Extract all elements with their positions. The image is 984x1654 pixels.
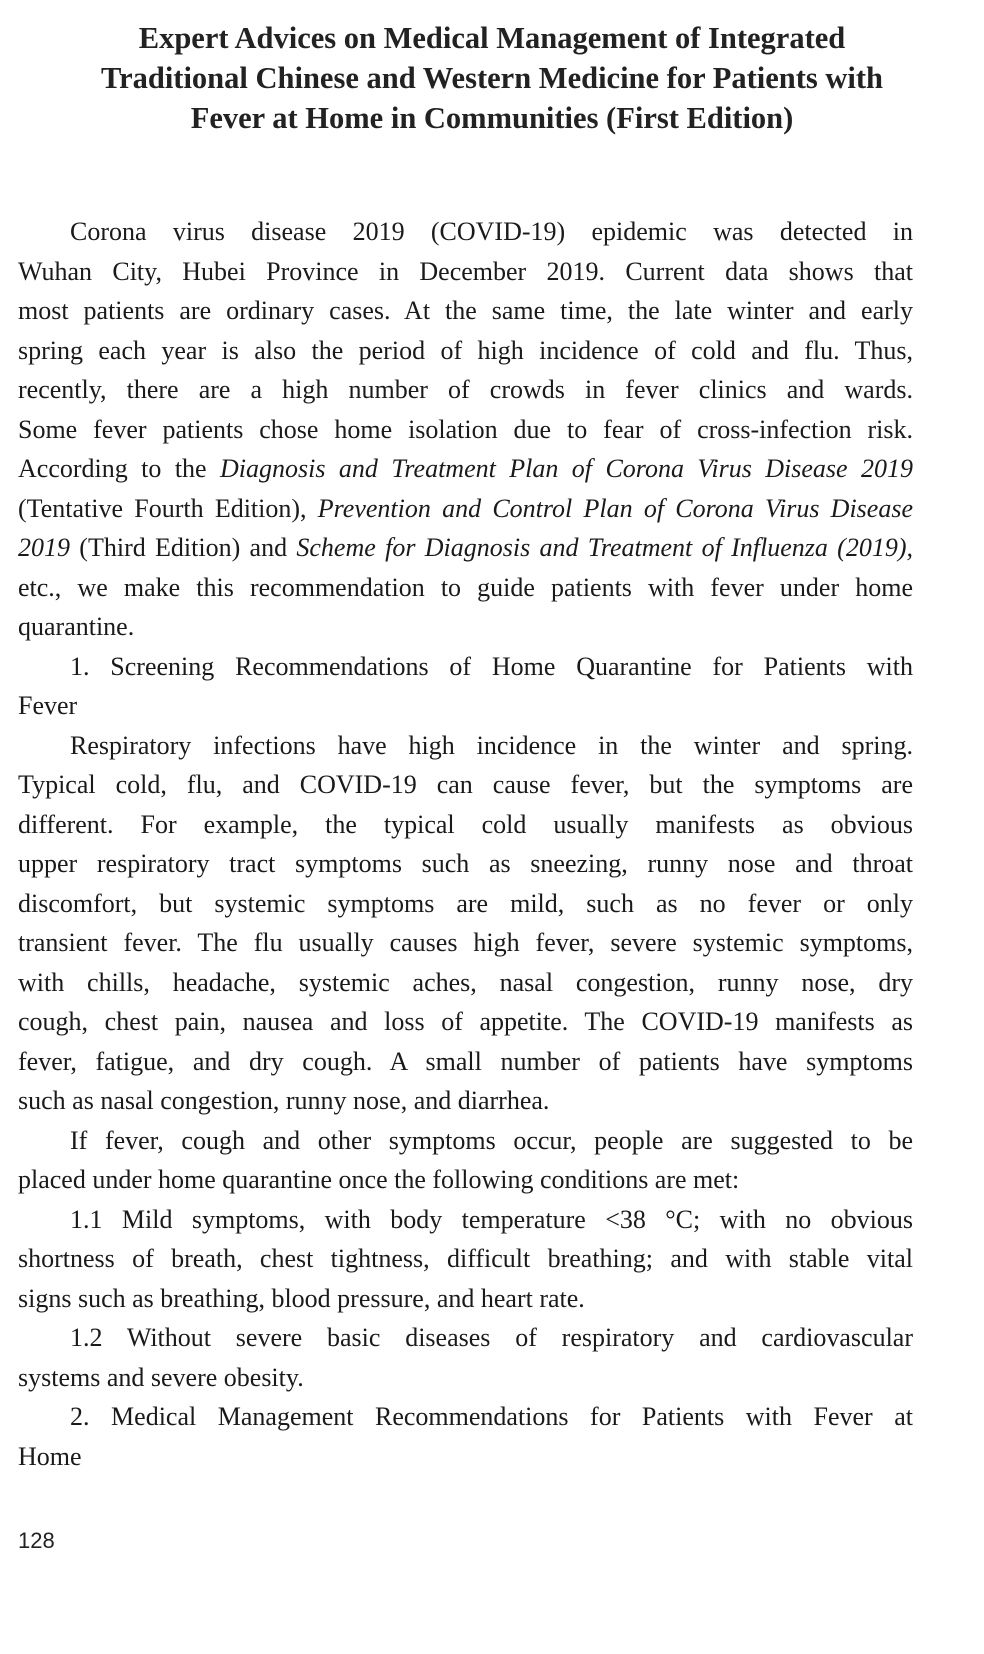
paragraph: [18, 1318, 913, 1397]
text-line: [18, 1081, 913, 1121]
text-line: [18, 686, 913, 726]
paragraph: [18, 212, 913, 647]
text-segment: signs such as breathing, blood pressure, and heart rate.: [18, 1283, 585, 1313]
text-segment: with chills, headache, systemic aches, nasal congestion, runny nose, dry: [18, 967, 913, 997]
text-segment: recently, there are a high number of crowds in fever clinics and wards.: [18, 375, 913, 404]
text-line: [18, 1397, 913, 1437]
text-segment: Respiratory infections have high incidence in the winter and spring.: [70, 730, 913, 760]
text-segment: Fever: [18, 691, 78, 720]
italic-citation: 2019: [18, 533, 70, 562]
italic-citation: Scheme for Diagnosis and Treatment of Influenza (2019),: [296, 533, 913, 562]
text-line: [18, 607, 913, 647]
text-segment: systems and severe obesity.: [18, 1362, 304, 1392]
document-title: [0, 18, 984, 138]
text-line: [18, 1160, 913, 1200]
text-line: [18, 291, 913, 331]
text-segment: cough, chest pain, nausea and loss of appetite. The COVID-19 manifests as: [18, 1007, 913, 1036]
text-segment: different. For example, the typical cold usually manifests as obvious: [18, 809, 913, 839]
text-line: [18, 370, 913, 410]
text-line: [18, 568, 913, 608]
text-segment: (Third Edition) and: [70, 533, 297, 562]
text-line: [18, 1279, 913, 1319]
text-line: [18, 410, 913, 450]
text-line: [18, 489, 913, 529]
text-line: [18, 1358, 913, 1398]
text-line: [18, 844, 913, 884]
page-number: 128: [18, 1528, 55, 1553]
text-segment: 1.2 Without severe basic diseases of respiratory and cardiovascular: [70, 1323, 913, 1352]
text-segment: Corona virus disease 2019 (COVID-19) epidemic was detected in: [70, 217, 913, 246]
text-line: [18, 923, 913, 963]
text-segment: shortness of breath, chest tightness, difficult breathing; and with stable vital: [18, 1244, 913, 1273]
text-line: [18, 1200, 913, 1240]
text-segment: Typical cold, flu, and COVID-19 can cause fever, but the symptoms are: [18, 770, 913, 799]
text-line: [18, 963, 913, 1003]
text-line: [18, 805, 913, 845]
text-line: [18, 1437, 913, 1477]
paragraph: [18, 1397, 913, 1476]
text-segment: Wuhan City, Hubei Province in December 2019. Current data shows that: [18, 256, 913, 286]
text-segment: 1. Screening Recommendations of Home Quarantine for Patients with: [70, 651, 913, 681]
text-segment: (Tentative Fourth Edition),: [18, 493, 318, 523]
text-segment: Home: [18, 1441, 82, 1471]
italic-citation: Diagnosis and Treatment Plan of Corona Virus Disease 2019: [220, 454, 913, 483]
text-line: [18, 726, 913, 766]
text-segment: such as nasal congestion, runny nose, and diarrhea.: [18, 1086, 550, 1115]
text-segment: 2. Medical Management Recommendations for Patients with Fever at: [70, 1402, 913, 1431]
text-line: [18, 449, 913, 489]
text-line: [18, 884, 913, 924]
text-line: [18, 1042, 913, 1082]
text-line: [18, 1002, 913, 1042]
text-segment: upper respiratory tract symptoms such as sneezing, runny nose and throat: [18, 849, 913, 878]
paragraph: [18, 1121, 913, 1200]
text-segment: placed under home quarantine once the following conditions are met:: [18, 1165, 740, 1194]
text-segment: etc., we make this recommendation to guide patients with fever under home: [18, 572, 913, 602]
text-segment: most patients are ordinary cases. At the same time, the late winter and early: [18, 296, 913, 325]
text-segment: spring each year is also the period of high incidence of cold and flu. Thus,: [18, 335, 913, 365]
text-line: [18, 331, 913, 371]
document-body: [18, 212, 913, 1476]
paragraph: [18, 726, 913, 1121]
text-line: [18, 647, 913, 687]
paragraph: [18, 647, 913, 726]
paragraph: [18, 1200, 913, 1319]
title-line: Traditional Chinese and Western Medicine for Patients with: [101, 61, 883, 95]
text-segment: If fever, cough and other symptoms occur, people are suggested to be: [70, 1125, 913, 1155]
text-line: [18, 528, 913, 568]
text-segment: discomfort, but systemic symptoms are mild, such as no fever or only: [18, 888, 913, 918]
text-segment: quarantine.: [18, 612, 135, 641]
text-segment: 1.1 Mild symptoms, with body temperature <38 °C; with no obvious: [70, 1204, 913, 1234]
text-segment: transient fever. The flu usually causes high fever, severe systemic symptoms,: [18, 928, 913, 957]
text-line: [18, 765, 913, 805]
text-line: [18, 1318, 913, 1358]
text-line: [18, 252, 913, 292]
text-segment: Some fever patients chose home isolation due to fear of cross-infection risk.: [18, 414, 913, 444]
text-line: [18, 212, 913, 252]
italic-citation: Prevention and Control Plan of Corona Virus Disease: [317, 493, 913, 523]
title-line: Fever at Home in Communities (First Edition): [190, 101, 794, 135]
text-line: [18, 1239, 913, 1279]
title-line: Expert Advices on Medical Management of Integrated: [138, 21, 846, 55]
text-segment: According to the: [18, 454, 221, 483]
text-line: [18, 1121, 913, 1161]
text-segment: fever, fatigue, and dry cough. A small number of patients have symptoms: [18, 1046, 913, 1076]
